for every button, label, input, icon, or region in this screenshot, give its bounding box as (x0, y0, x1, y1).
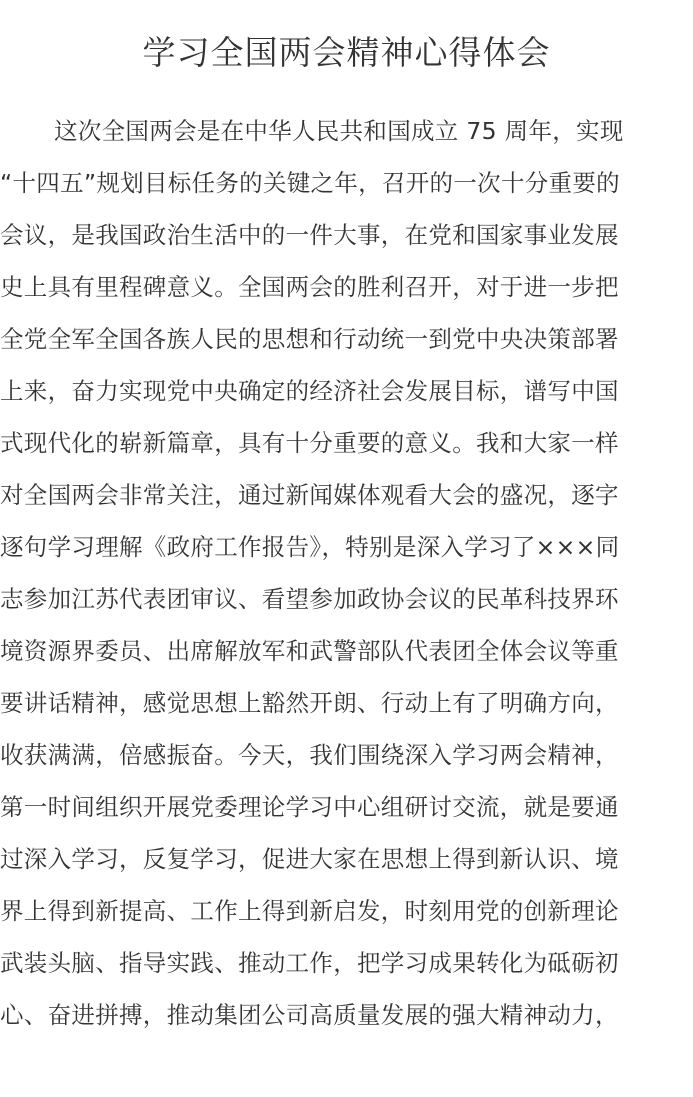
paragraph-line: 志参加江苏代表团审议、看望参加政协会议的民革科技界环 (0, 585, 619, 613)
paragraph-line: “十四五”规划目标任务的关键之年，召开的一次十分重要的 (0, 169, 620, 197)
paragraph-line: 收获满满，倍感振奋。今天，我们围绕深入学习两会精神， (0, 741, 619, 769)
paragraph-line: 式现代化的崭新篇章，具有十分重要的意义。我和大家一样 (0, 429, 619, 457)
paragraph-line: 界上得到新提高、工作上得到新启发，时刻用党的创新理论 (0, 897, 619, 925)
paragraph-line: 武装头脑、指导实践、推动工作，把学习成果转化为砥砺初 (0, 949, 619, 977)
paragraph-line: 第一时间组织开展党委理论学习中心组研讨交流，就是要通 (0, 793, 619, 821)
paragraph-line: 史上具有里程碑意义。全国两会的胜利召开，对于进一步把 (0, 273, 619, 301)
paragraph-line: 上来，奋力实现党中央确定的经济社会发展目标，谱写中国 (0, 377, 619, 405)
paragraph-line: 要讲话精神，感觉思想上豁然开朗、行动上有了明确方向， (0, 689, 619, 717)
paragraph-line: 逐句学习理解《政府工作报告》，特别是深入学习了×××同 (0, 533, 620, 561)
paragraph-line: 对全国两会非常关注，通过新闻媒体观看大会的盛况，逐字 (0, 481, 619, 509)
body-paragraph (0, 105, 693, 1041)
paragraph-line: 过深入学习，反复学习，促进大家在思想上得到新认识、境 (0, 845, 619, 873)
paragraph-line: 心、奋进拼搏，推动集团公司高质量发展的强大精神动力， (0, 1001, 619, 1029)
paragraph-line: 会议，是我国政治生活中的一件大事，在党和国家事业发展 (0, 221, 619, 249)
paragraph-line: 境资源界委员、出席解放军和武警部队代表团全体会议等重 (0, 637, 619, 665)
paragraph-line: 这次全国两会是在中华人民共和国成立 75 周年，实现 (54, 117, 624, 145)
paragraph-line: 全党全军全国各族人民的思想和行动统一到党中央决策部署 (0, 325, 619, 353)
page-title: 学习全国两会精神心得体会 (142, 33, 551, 72)
